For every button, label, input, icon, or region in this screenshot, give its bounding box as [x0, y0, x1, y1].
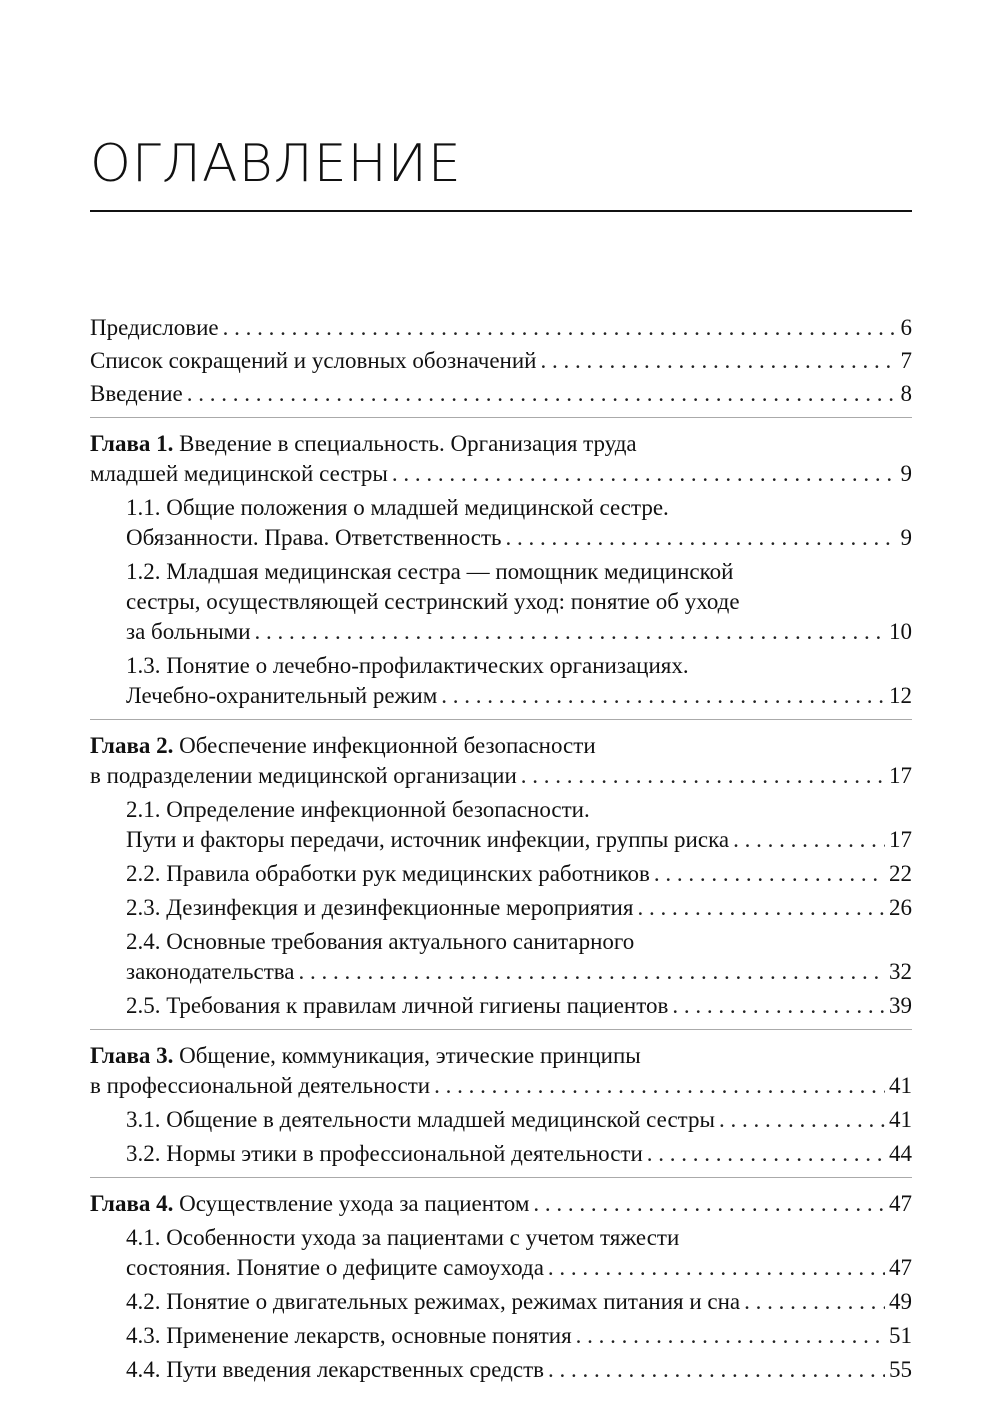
- toc-entry-introduction[interactable]: [90, 379, 912, 409]
- toc-entry-1-3[interactable]: [90, 651, 912, 711]
- toc-page-number: 22: [889, 861, 912, 886]
- toc-page-number: 8: [900, 381, 912, 406]
- toc-page-number: 49: [889, 1289, 912, 1314]
- toc-entry-2-1[interactable]: [90, 795, 912, 855]
- toc-entry-text: 4.3. Применение лекарств, основные понятия: [126, 1323, 572, 1348]
- page-title: ОГЛАВЛЕНИЕ: [90, 134, 462, 194]
- dot-leader: [733, 825, 885, 855]
- toc-entry-text: Список сокращений и условных обозначений: [90, 348, 537, 373]
- toc-entry-chapter-1[interactable]: [90, 429, 912, 489]
- toc-page-number: 12: [889, 683, 912, 708]
- dot-leader: [548, 1355, 885, 1385]
- dot-leader: [576, 1321, 885, 1351]
- toc-page-number: 41: [889, 1107, 912, 1132]
- toc-entry-text: в профессиональной деятельности: [90, 1073, 431, 1098]
- toc-page-number: 39: [889, 993, 912, 1018]
- toc-entry-3-2[interactable]: [90, 1139, 912, 1169]
- toc-entry-chapter-3[interactable]: [90, 1041, 912, 1101]
- toc-entry-text: Обязанности. Права. Ответственность: [126, 525, 502, 550]
- title-underline: [90, 210, 912, 212]
- toc-entry-text: за больными: [126, 619, 251, 644]
- toc-page-number: 17: [889, 763, 912, 788]
- toc-entry-4-4[interactable]: [90, 1355, 912, 1385]
- toc-page: [90, 0, 912, 1420]
- toc-entry-text: Осуществление ухода за пациентом: [173, 1191, 530, 1216]
- dot-leader: [441, 681, 885, 711]
- dot-leader: [223, 313, 897, 343]
- dot-leader: [506, 523, 897, 553]
- dot-leader: [434, 1071, 885, 1101]
- toc-entry-1-2[interactable]: [90, 557, 912, 647]
- toc-entry-2-3[interactable]: [90, 893, 912, 923]
- section-divider: [90, 719, 912, 720]
- toc-entry-text: 3.1. Общение в деятельности младшей медицинской сестры: [126, 1107, 715, 1132]
- toc-entry-line: сестры, осуществляющей сестринский уход: понятие об уходе: [126, 589, 740, 614]
- toc-page-number: 47: [889, 1191, 912, 1216]
- toc-entry-2-5[interactable]: [90, 991, 912, 1021]
- chapter-label: Глава 2.: [90, 733, 174, 758]
- toc-entry-text: 2.5. Требования к правилам личной гигиены пациентов: [126, 993, 669, 1018]
- toc-entry-line: Обеспечение инфекционной безопасности: [173, 733, 596, 758]
- chapter-label: Глава 1.: [90, 431, 174, 456]
- toc-page-number: 55: [889, 1357, 912, 1382]
- toc-entry-line: 4.1. Особенности ухода за пациентами с учетом тяжести: [126, 1225, 680, 1250]
- toc-entry-chapter-2[interactable]: [90, 731, 912, 791]
- toc-page-number: 6: [900, 315, 912, 340]
- dot-leader: [647, 1139, 885, 1169]
- toc-page-number: 41: [889, 1073, 912, 1098]
- toc-entry-line: Введение в специальность. Организация труда: [173, 431, 637, 456]
- section-divider: [90, 417, 912, 418]
- dot-leader: [392, 459, 897, 489]
- toc-page-number: 17: [889, 827, 912, 852]
- dot-leader: [521, 761, 885, 791]
- toc-entry-2-4[interactable]: [90, 927, 912, 987]
- toc-entry-text: 3.2. Нормы этики в профессиональной деятельности: [126, 1141, 643, 1166]
- toc-page-number: 51: [889, 1323, 912, 1348]
- toc-entry-line: 1.2. Младшая медицинская сестра — помощник медицинской: [126, 559, 734, 584]
- section-divider: [90, 1177, 912, 1178]
- toc-entry-chapter-4[interactable]: [90, 1189, 912, 1219]
- dot-leader: [299, 957, 885, 987]
- toc-entry-text: Введение: [90, 381, 183, 406]
- toc-entry-line: 2.4. Основные требования актуального санитарного: [126, 929, 635, 954]
- toc-entry-text: 4.2. Понятие о двигательных режимах, режимах питания и сна: [126, 1289, 741, 1314]
- toc-entry-preface[interactable]: [90, 313, 912, 343]
- toc-entry-text: Предисловие: [90, 315, 219, 340]
- toc-page-number: 47: [889, 1255, 912, 1280]
- toc-page-number: 9: [900, 525, 912, 550]
- dot-leader: [540, 346, 896, 376]
- dot-leader: [187, 379, 897, 409]
- toc-entry-line: 1.3. Понятие о лечебно-профилактических организациях.: [126, 653, 689, 678]
- toc-entry-text: в подразделении медицинской организации: [90, 763, 517, 788]
- toc-entry-2-2[interactable]: [90, 859, 912, 889]
- dot-leader: [719, 1105, 885, 1135]
- dot-leader: [637, 893, 885, 923]
- toc-page-number: 7: [900, 348, 912, 373]
- toc-entry-text: Лечебно-охранительный режим: [126, 683, 438, 708]
- toc-entry-line: 1.1. Общие положения о младшей медицинской сестре.: [126, 495, 669, 520]
- toc-entry-text: 2.2. Правила обработки рук медицинских работников: [126, 861, 650, 886]
- toc-entry-line: Общение, коммуникация, этические принципы: [173, 1043, 641, 1068]
- toc-page-number: 9: [900, 461, 912, 486]
- toc-page-number: 32: [889, 959, 912, 984]
- dot-leader: [533, 1189, 885, 1219]
- table-of-contents: [90, 310, 912, 1385]
- dot-leader: [672, 991, 885, 1021]
- toc-page-number: 26: [889, 895, 912, 920]
- dot-leader: [548, 1253, 885, 1283]
- dot-leader: [255, 617, 885, 647]
- dot-leader: [744, 1287, 885, 1317]
- toc-page-number: 44: [889, 1141, 912, 1166]
- toc-entry-text: состояния. Понятие о дефиците самоухода: [126, 1255, 544, 1280]
- toc-entry-3-1[interactable]: [90, 1105, 912, 1135]
- section-divider: [90, 1029, 912, 1030]
- toc-entry-text: законодательства: [126, 959, 295, 984]
- toc-entry-text: 4.4. Пути введения лекарственных средств: [126, 1357, 544, 1382]
- toc-entry-1-1[interactable]: [90, 493, 912, 553]
- chapter-label: Глава 3.: [90, 1043, 174, 1068]
- toc-entry-line: 2.1. Определение инфекционной безопасности.: [126, 797, 590, 822]
- toc-entry-text: младшей медицинской сестры: [90, 461, 388, 486]
- toc-entry-abbreviations[interactable]: [90, 346, 912, 376]
- toc-entry-text: 2.3. Дезинфекция и дезинфекционные мероприятия: [126, 895, 634, 920]
- dot-leader: [654, 859, 885, 889]
- toc-entry-4-3[interactable]: [90, 1321, 912, 1351]
- toc-page-number: 10: [889, 619, 912, 644]
- chapter-label: Глава 4.: [90, 1191, 174, 1216]
- toc-entry-4-2[interactable]: [90, 1287, 912, 1317]
- toc-entry-4-1[interactable]: [90, 1223, 912, 1283]
- toc-entry-text: Пути и факторы передачи, источник инфекции, группы риска: [126, 827, 730, 852]
